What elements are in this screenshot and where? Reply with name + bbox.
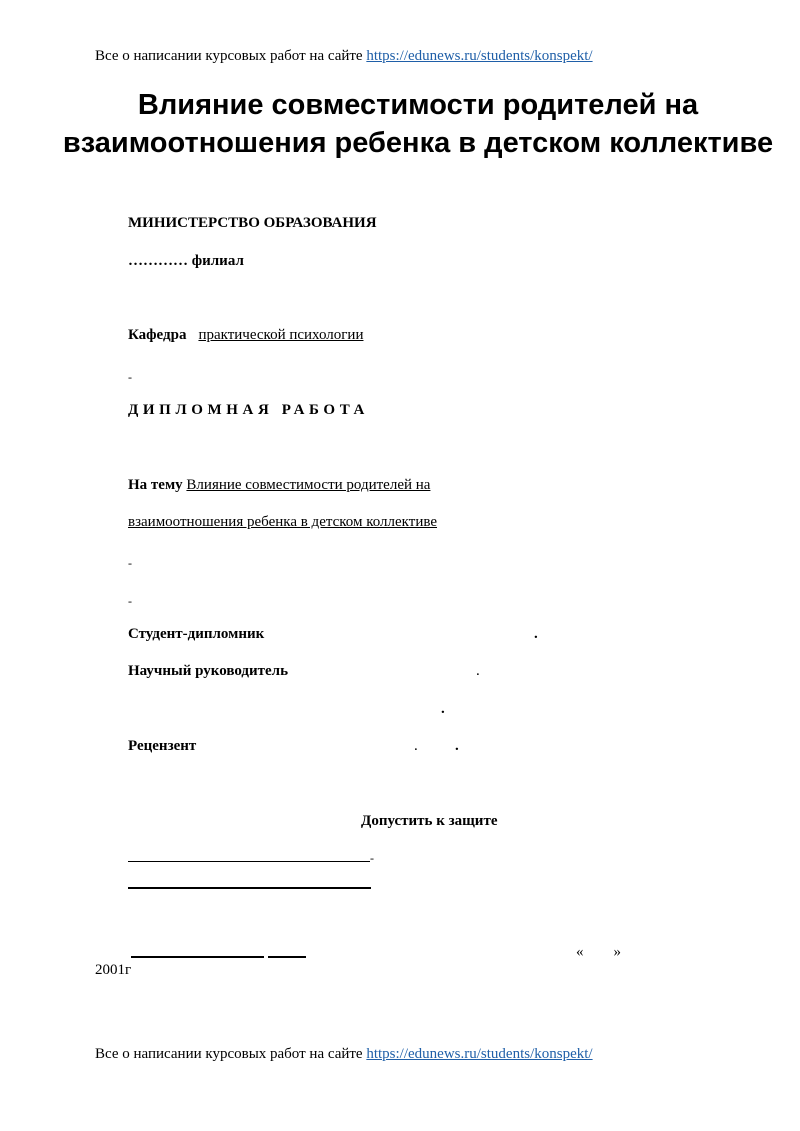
- placeholder-dot: .: [476, 663, 480, 679]
- date-line: [268, 956, 306, 958]
- year-text: 2001г: [95, 962, 132, 978]
- branch-name: ………… филиал: [128, 253, 244, 269]
- student-label: Студент-дипломник: [128, 626, 265, 642]
- placeholder-dot: .: [455, 738, 459, 754]
- placeholder-dot: .: [414, 738, 418, 754]
- topic-value-1: Влияние совместимости родителей на: [186, 477, 431, 493]
- date-line: [131, 956, 264, 958]
- dash-marker: -: [128, 594, 132, 608]
- reviewer-label: Рецензент: [128, 738, 197, 754]
- open-quote: «: [576, 944, 584, 960]
- supervisor-label: Научный руководитель: [128, 663, 288, 679]
- ministry-name: МИНИСТЕРСТВО ОБРАЗОВАНИЯ: [128, 215, 377, 231]
- thesis-label: ДИПЛОМНАЯ РАБОТА: [128, 402, 369, 418]
- page-header: [95, 48, 593, 65]
- topic-line-1: [128, 477, 430, 494]
- department-label: Кафедра: [128, 327, 187, 343]
- placeholder-dot: .: [534, 626, 538, 642]
- document-title: Влияние совместимости родителей на взаимоотношения ребенка в детском коллективе: [62, 89, 774, 159]
- department-value: практической психологии: [198, 327, 364, 343]
- footer-text: Все о написании курсовых работ на сайте: [95, 1046, 367, 1062]
- signature-line: [128, 861, 370, 862]
- topic-line-2: взаимоотношения ребенка в детском коллективе: [128, 514, 438, 530]
- admit-label: Допустить к защите: [361, 813, 498, 829]
- page-footer: [95, 1046, 593, 1063]
- header-text: Все о написании курсовых работ на сайте: [95, 48, 367, 64]
- topic-label: На тему: [128, 477, 183, 493]
- department-line: [128, 327, 363, 344]
- dash-marker: -: [128, 556, 132, 570]
- header-link[interactable]: https://edunews.ru/students/konspekt/: [366, 48, 593, 64]
- placeholder-dot: .: [441, 701, 445, 717]
- dash-marker: -: [128, 370, 132, 384]
- dash-marker: -: [370, 851, 374, 865]
- footer-link[interactable]: https://edunews.ru/students/konspekt/: [366, 1046, 593, 1062]
- close-quote: »: [613, 944, 621, 960]
- date-quotes: [576, 944, 621, 961]
- signature-line: [128, 887, 371, 889]
